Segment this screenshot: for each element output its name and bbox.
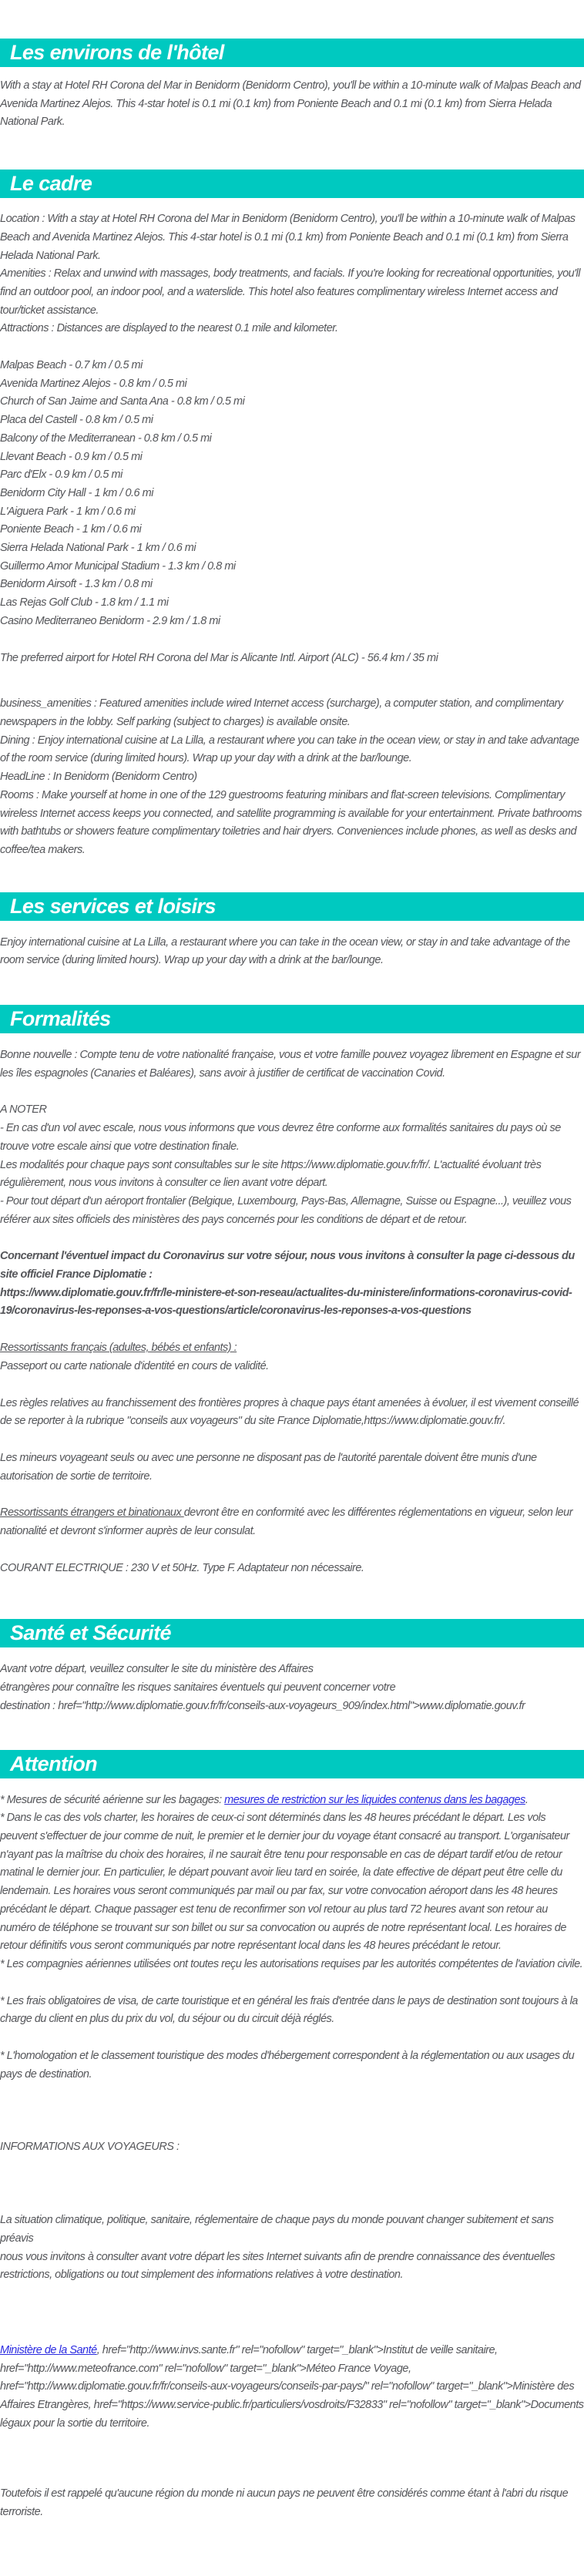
attention-situation-p2: nous vous invitons à consulter avant votre départ les sites Internet suivants afin de prendre connaissance des éventuelles restrictions, obligations ou tout simplement des informations relatives à votre destination.: [0, 2250, 555, 2282]
setting-attractions: Attractions : Distances are displayed to the nearest 0.1 mile and kilometer.: [0, 322, 338, 335]
distance-item: Casino Mediterraneo Benidorm - 2.9 km / 1.8 mi: [0, 614, 220, 627]
surroundings-intro: With a stay at Hotel RH Corona del Mar in Benidorm (Benidorm Centro), you'll be within a 10-minute walk of Malpas Beach and Avenida Martinez Alejos. This 4-star hotel is 0.1 mi (0.1 km) from Poniente Beach and 0.1 mi (0.1 km) from Sierra Helada National Park.: [0, 79, 581, 129]
ministere-sante-link[interactable]: Ministère de la Santé: [0, 2343, 97, 2356]
formalities-covid-url: https://www.diplomatie.gouv.fr/fr/le-ministere-et-son-reseau/actualites-du-ministere/informations-coronavirus-covid-19/coronavirus-les-reponses-a-vos-questions/article/coronavirus-les-reponses-a-vos-questions: [0, 1286, 572, 1318]
formalities-french-nationals-body: Passeport ou carte nationale d'identité en cours de validité.: [0, 1359, 269, 1372]
section-title-attention: Attention: [10, 1751, 98, 1775]
section-header-formalities: [0, 1005, 584, 1033]
spacer: [0, 1974, 584, 1993]
distance-item: Benidorm City Hall - 1 km / 0.6 mi: [0, 486, 153, 499]
services-body: Enjoy international cuisine at La Lilla, a restaurant where you can take in the ocean view, or stay in and take advantage of the room service (during limited hours). Wrap up your day with a drink at the bar/lounge.: [0, 935, 570, 967]
attention-terrorism: Toutefois il est rappelé qu'aucune région du monde ni aucun pays ne peuvent être considérés comme étant à l'abri du risque terroriste.: [0, 2487, 569, 2519]
distance-item: Las Rejas Golf Club - 1.8 km / 1.1 mi: [0, 596, 169, 610]
distance-item: Llevant Beach - 0.9 km / 0.5 mi: [0, 450, 143, 463]
section-formalities: [0, 1005, 584, 1577]
formalities-french-nationals-heading: Ressortissants français (adultes, bébés et enfants) :: [0, 1342, 237, 1355]
section-header-health: [0, 1619, 584, 1647]
formalities-minors: Les mineurs voyageant seuls ou avec une personne ne disposant pas de l'autorité parentale doivent être munis d'une autorisation de sortie de territoire.: [0, 1451, 537, 1483]
attention-accommodation: * L'homologation et le classement touristique des modes d'hébergement correspondent à la réglementation ou aux usages du pays de destination.: [0, 2050, 575, 2081]
section-header-services: [0, 892, 584, 921]
health-line1: Avant votre départ, veuillez consulter le site du ministère des Affaires: [0, 1663, 314, 1676]
formalities-electric-current: COURANT ELECTRIQUE : 230 V et 50Hz. Type F. Adaptateur non nécessaire.: [0, 1561, 364, 1574]
section-services: [0, 892, 584, 970]
section-surroundings: [0, 39, 584, 132]
distance-item: Placa del Castell - 0.8 km / 0.5 mi: [0, 414, 153, 427]
setting-dining: Dining : Enjoy international cuisine at La Lilla, a restaurant where you can take in the ocean view, or stay in and take advantage of the room service (during limited hours). Wrap up your day with a drink at the bar/lounge.: [0, 734, 579, 765]
distance-item: Parc d'Elx - 0.9 km / 0.5 mi: [0, 469, 123, 482]
distance-item: Guillermo Amor Municipal Stadium - 1.3 km / 0.8 mi: [0, 559, 236, 573]
spacer: [0, 1376, 584, 1395]
distance-list: [0, 357, 584, 631]
formalities-note-stopover: - En cas d'un vol avec escale, nous vous informons que vous devrez être conforme aux formalités sanitaires du pays où se trouve votre escale ainsi que votre destination finale.: [0, 1122, 561, 1153]
spacer: [0, 1431, 584, 1449]
baggage-restrictions-link[interactable]: mesures de restriction sur les liquides contenus dans les bagages: [224, 1793, 525, 1806]
setting-amenities: Amenities : Relax and unwind with massages, body treatments, and facials. If you're looking for recreational opportunities, you'll find an outdoor pool, an indoor pool, and a waterslide. This hotel also features complimentary wireless Internet access and tour/ticket assistance.: [0, 267, 580, 317]
section-header-attention: [0, 1750, 584, 1778]
spacer: [0, 1229, 584, 1248]
distance-item: L'Aiguera Park - 1 km / 0.6 mi: [0, 505, 136, 518]
formalities-note-heading: A NOTER: [0, 1103, 47, 1117]
formalities-note-border-airport: - Pour tout départ d'un aéroport frontalier (Belgique, Luxembourg, Pays-Bas, Allemagne, Suisse ou Espagne...), veuillez vous référer aux sites officiels des ministères des pays concernés pour les conditions de départ et de retour.: [0, 1194, 572, 1226]
attention-baggage-post: .: [525, 1793, 529, 1806]
spacer: [0, 338, 584, 357]
spacer: [0, 667, 584, 695]
setting-headline: HeadLine : In Benidorm (Benidorm Centro): [0, 771, 197, 784]
health-line2: étrangères pour connaître les risques sanitaires éventuels qui peuvent concerner votre: [0, 1681, 396, 1694]
distance-item: Balcony of the Mediterranean - 0.8 km / 0.5 mi: [0, 432, 212, 445]
spacer: [0, 1541, 584, 1560]
formalities-covid-notice: Concernant l'éventuel impact du Coronavirus sur votre séjour, nous vous invitons à consulter la page ci-dessous du site officiel France Diplomatie :: [0, 1250, 575, 1281]
formalities-note-modalities: Les modalités pour chaque pays sont consultables sur le site https://www.diplomatie.gouv.fr/fr/. L'actualité évoluant très régulièrement, nous vous invitons à consulter ce lien avant votre départ.: [0, 1158, 542, 1190]
section-title-setting: Le cadre: [10, 172, 92, 196]
distance-item: Avenida Martinez Alejos - 0.8 km / 0.5 mi: [0, 377, 187, 390]
spacer: [0, 2029, 584, 2047]
section-title-formalities: Formalités: [10, 1007, 111, 1031]
section-attention: [0, 1750, 584, 2522]
section-setting: [0, 170, 584, 860]
distance-item: Church of San Jaime and Santa Ana - 0.8 km / 0.5 mi: [0, 395, 245, 408]
attention-baggage: [0, 1792, 584, 1810]
setting-business-amenities: business_amenities : Featured amenities include wired Internet access (surcharge), a computer station, and complimentary newspapers in the lobby. Self parking (subject to charges) is available onsite.: [0, 697, 563, 728]
formalities-border-rules: Les règles relatives au franchissement des frontières propres à chaque pays étant amenées à évoluer, il est vivement conseillé de se reporter à la rubrique "conseils aux voyageurs" du site France Diplomatie,https://www.diplomatie.gouv.fr/.: [0, 1396, 579, 1428]
distance-item: Poniente Beach - 1 km / 0.6 mi: [0, 523, 142, 536]
formalities-foreign-nationals-lead: Ressortissants étrangers et binationaux: [0, 1506, 184, 1520]
formalities-foreign-nationals-rest: devront être en conformité avec les différentes réglementations en vigueur, selon leur nationalité et devront s'informer auprès de leur consulat.: [0, 1506, 573, 1538]
section-health: [0, 1619, 584, 1715]
section-title-services: Les services et loisirs: [10, 894, 216, 918]
attention-links-rest: , href="http://www.invs.sante.fr" rel="nofollow" target="_blank">Institut de veille sanitaire, href="http://www.meteofrance.com" rel="nofollow" target="_blank">Méteo France Voyage, href="http://www.diplomatie.gouv.fr/fr/conseils-aux-voyageurs/conseils-par-pays/" rel="nofollow" target="_blank">Ministère des Affaires Etrangères, href="https://www.service-public.fr/particuliers/vosdroits/F32833" rel="nofollow" target="_blank">Documents légaux pour la sortie du territoire.: [0, 2343, 584, 2430]
setting-rooms: Rooms : Make yourself at home in one of the 129 guestrooms featuring minibars and flat-screen televisions. Complimentary wireless Internet access keeps you connected, and satellite programming is available for your entertainment. Private bathrooms with bathtubs or showers feature complimentary toiletries and hair dryers. Conveniences include phones, as well as desks and coffee/tea makers.: [0, 788, 582, 856]
distance-item: Malpas Beach - 0.7 km / 0.5 mi: [0, 359, 143, 372]
health-line3: destination : href="http://www.diplomatie.gouv.fr/fr/conseils-aux-voyageurs_909/index.html">www.diplomatie.gouv.fr: [0, 1699, 525, 1712]
distance-item: Benidorm Airsoft - 1.3 km / 0.8 mi: [0, 578, 153, 591]
spacer: [0, 1321, 584, 1339]
formalities-good-news: Bonne nouvelle : Compte tenu de votre nationalité française, vous et votre famille pouvez voyagez librement en Espagne et sur les îles espagnoles (Canaries et Baléares), sans avoir à justifier de certificat de vaccination Covid.: [0, 1049, 581, 1080]
attention-links-paragraph: [0, 2342, 584, 2433]
spacer: [0, 2285, 584, 2342]
attention-airlines: * Les compagnies aériennes utilisées ont toutes reçu les autorisations requises par les autorités compétentes de l'aviation civile.: [0, 1957, 583, 1970]
spacer: [0, 2157, 584, 2212]
distance-item: Sierra Helada National Park - 1 km / 0.6 mi: [0, 542, 196, 555]
section-header-surroundings: [0, 39, 584, 67]
section-header-setting: [0, 170, 584, 198]
section-title-surroundings: Les environs de l'hôtel: [10, 41, 224, 64]
attention-situation-p1: La situation climatique, politique, sanitaire, réglementaire de chaque pays du monde pouvant changer subitement et sans préavis: [0, 2214, 554, 2245]
setting-airport: The preferred airport for Hotel RH Corona del Mar is Alicante Intl. Airport (ALC) - 56.4 km / 35 mi: [0, 651, 438, 664]
spacer: [0, 2433, 584, 2485]
spacer: [0, 631, 584, 650]
attention-visa-fees: * Les frais obligatoires de visa, de carte touristique et en général les frais d'entrée dans le pays de destination sont toujours à la charge du client en plus du prix du vol, du séjour ou du circuit déjà réglés.: [0, 1994, 578, 2026]
section-title-health: Santé et Sécurité: [10, 1621, 171, 1645]
attention-charter: * Dans le cas des vols charter, les horaires de ceux-ci sont déterminés dans les 48 heures précédant le départ. Les vols peuvent s'effectuer de jour comme de nuit, le premier et le dernier jour du voyage étant consacré au transport. L'organisateur n'ayant pas la maîtrise du choix des horaires, il ne saurait être tenu pour responsable en cas de départ tardif et/ou de retour matinal le dernier jour. En particulier, le départ pouvant avoir lieu tard en soirée, la date effective de départ peut être celle du lendemain. Les horaires vous seront communiqués par mail ou par fax, sur votre convocation aéroport dans les 48 heures précédant le départ. Chaque passager est tenu de reconfirmer son vol retour au plus tard 72 heures avant son retour au numéro de téléphone se trouvant sur son billet ou sur sa convocation ou auprés de notre représentant local. Les horaires de retour définitifs vous seront communiqués par notre représentant local dans les 48 heures précédant le retour.: [0, 1812, 569, 1953]
spacer: [0, 1083, 584, 1101]
setting-location: Location : With a stay at Hotel RH Corona del Mar in Benidorm (Benidorm Centro), you'll be within a 10-minute walk of Malpas Beach and Avenida Martinez Alejos. This 4-star hotel is 0.1 mi (0.1 km) from Poniente Beach and 0.1 mi (0.1 km) from Sierra Helada National Park.: [0, 213, 576, 262]
spacer: [0, 2084, 584, 2138]
attention-info-heading: INFORMATIONS AUX VOYAGEURS :: [0, 2141, 180, 2154]
spacer: [0, 1486, 584, 1504]
formalities-foreign-nationals: [0, 1504, 584, 1540]
attention-baggage-pre: * Mesures de sécurité aérienne sur les bagages:: [0, 1793, 225, 1806]
